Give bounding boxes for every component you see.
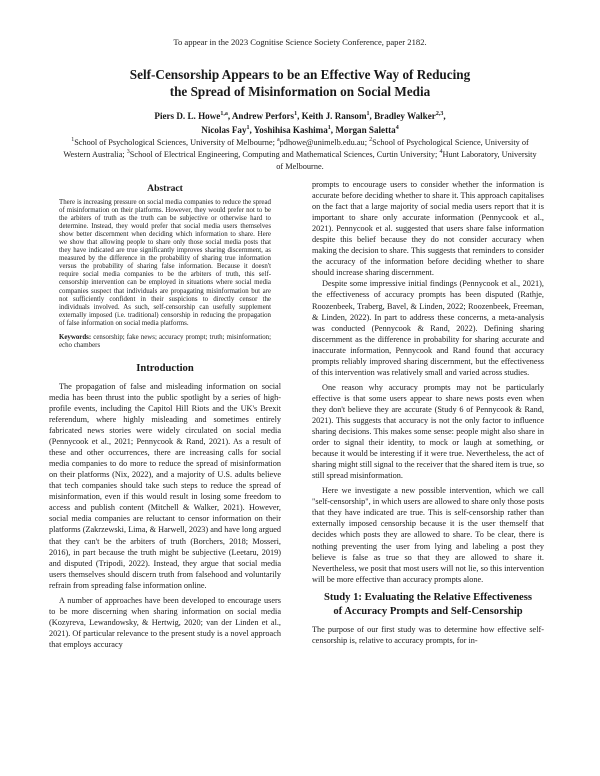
right-column bbox=[312, 179, 544, 646]
body-paragraph-1: prompts to encourage users to consider whether the information is accurate before deciding whether to share it. This approach capitalises on the fact that a large majority of social media users report that it is important to share only accurate information (Pennycook et al., 2021). Pennycook et al. suggested that users share false information despite this belief because they do not consider accuracy when making the decision to share. This suggests that reminders to consider the accuracy of the information before deciding whether to share should increase sharing discernment. bbox=[312, 180, 544, 278]
introduction-heading: Introduction bbox=[136, 362, 194, 374]
paper-title bbox=[60, 66, 540, 100]
title-line-1: Self-Censorship Appears to be an Effective Way of Reducing bbox=[129, 67, 471, 82]
author-list bbox=[60, 109, 540, 137]
author: Keith J. Ransom$^1$, bbox=[301, 110, 375, 121]
author: Andrew Perfors$^1$, bbox=[231, 110, 302, 121]
conference-note: To appear in the 2023 Cognitise Science Society Conference, paper 2182. bbox=[173, 37, 427, 47]
keywords: Keywords: censorship; fake news; accuracy prompt; truth; misinformation; echo chambers bbox=[59, 333, 272, 349]
author: Piers D. L. Howe$^{1,a}$, bbox=[154, 110, 232, 121]
study1-heading: Study 1: Evaluating the Relative Effectiveness of Accuracy Prompts and Self-Censorship bbox=[323, 591, 533, 617]
abstract-text: There is increasing pressure on social media companies to reduce the spread of misinformation on their platforms. However, they would prefer not to be the arbiters of truth as the truth can be subjective or otherwise hard to determine. Instead, they would prefer that social media users themselves show better discernment when deciding which information to share. Here we show that allowing people to share only those social media posts that they have indicated are true significantly improves sharing discernment, as measured by the difference in the probability of sharing true information versus the probability of sharing false information. Because it doesn't require social media companies to be the arbiters of truth, this self-censorship intervention can be employed in situations where social media companies suspect that individuals are propagating misinformation but are not sufficiently confident in their suspicions to directly censor the individuals involved. As such, self-censorship can usefully supplement externally imposed (i.e. traditional) censorship in reducing the propagation of false information on social media platforms. bbox=[59, 199, 271, 327]
affiliations: $^1$School of Psychological Sciences, University of Melbourne; $^a$pdhowe@unimelb.edu.au; $^2$School of Psychological Science, University of Western Australia; $^3$School of Electrical Engineering, Computing and Mathematical Sciences, Curtin University; $^4$Hunt Laboratory, University of Melbourne. bbox=[63, 137, 537, 171]
author: Morgan Saletta$^4$ bbox=[335, 124, 399, 135]
title-line-2: the Spread of Misinformation on Social Media bbox=[169, 84, 431, 99]
abstract-heading: Abstract bbox=[147, 183, 183, 194]
intro-paragraph-1: The propagation of false and misleading information on social media has been thrust into the public spotlight by a series of high-profile events, including the Capitol Hill Riots and the UK's Brexit referendum, where highly misleading and sometimes entirely fabricated news stories were widely circulated on social media (Pennycook et al., 2021; Pennycook & Rand, 2021). As a result of these and other occurrences, there are increasing calls for social media companies to do more to reduce the spread of misinformation on their platforms (Nix, 2022), and a majority of U.S. adults believe that tech companies should take such steps to reduce the spread of misinformation, even if this would result in losing some freedom to access and publish content (Mitchell & Walker, 2021). However, social media companies are reluctant to censor information on their platforms (Zakrzewski, Lima, & Harwell, 2023) and have long argued that they can't be the arbiters of truth (Borchers, 2018; Mosseri, 2016), in part because the truth might be subjective (Leetaru, 2019) and disputed (Tripodi, 2022). Instead, they argue that social media users themselves should discern truth from falsehood and voluntarily refrain from spreading false information online. bbox=[49, 381, 281, 590]
body-paragraph-4: Here we investigate a new possible intervention, which we call "self-censorship", in which users are allowed to share only those posts that they have indicated are true. This is self-censorship rather than externally imposed censorship because it is the user themself that decides which posts they are allowed to share. To be clear, there is nothing preventing the user from lying and labeling a post they believe is false as true so that they are allowed to share it. Nevertheless, we posit that most users will not lie, so this intervention will be more effective than accuracy prompts alone. bbox=[312, 486, 544, 584]
body-paragraph-2: Despite some impressive initial findings (Pennycook et al., 2021), the effectiveness of accuracy prompts has been disputed (Rathje, Roozenbeek, Traberg, Bavel, & Linden, 2022; Roozenbeek, Freeman, & Linden, 2022). In part to address these concerns, a meta-analysis was conducted (Pennycook & Rand, 2022). Defining sharing discernment as the difference in probability for sharing accurate and inaccurate information, Pennycook and Rand found that accuracy prompts reliably improved sharing discernment, but the effectiveness of this intervention was relatively small and varied across studies. bbox=[312, 279, 544, 377]
author: Nicolas Fay$^1$, bbox=[201, 124, 254, 135]
intro-paragraph-2: A number of approaches have been developed to encourage users to be more discerning when sharing information on social media (Kozyreva, Lewandowsky, & Hertwig, 2020; van der Linden et al., 2021). Of particular relevance to the present study is a novel approach that employs accuracy bbox=[49, 595, 281, 649]
author: Yoshihisa Kashima$^1$, bbox=[253, 124, 336, 135]
study1-paragraph: The purpose of our first study was to determine how effective self-censorship is, relative to accuracy prompts, for in- bbox=[312, 624, 544, 645]
left-column bbox=[49, 179, 281, 650]
body-paragraph-3: One reason why accuracy prompts may not be particularly effective is that some users appear to share news posts even when they don't believe they are accurate (Study 6 of Pennycook & Rand, 2021). This suggests that accuracy is not the only factor to influence sharing decisions. This makes some sense: people might also share in order to signal their identity, to mock or laugh at something, or because it would be interesting if it were true. Nevertheless, the act of sharing might still signal to the receiver that the shared item is true, so still spread misinformation. bbox=[312, 382, 544, 481]
author: Bradley Walker$^{2,3}$, bbox=[374, 110, 446, 121]
